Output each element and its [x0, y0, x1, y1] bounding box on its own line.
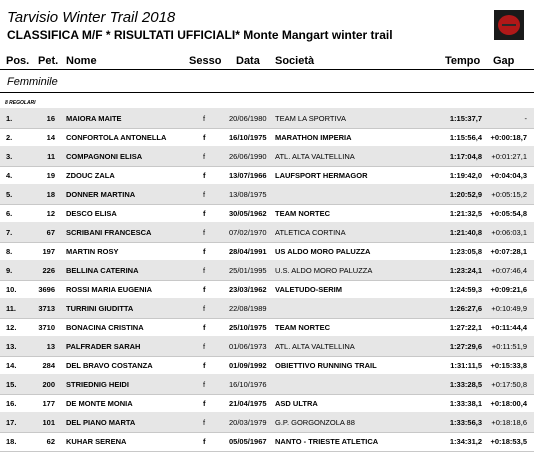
table-row	[0, 336, 534, 357]
row-birthdate: 21/04/1975	[229, 399, 267, 408]
row-time: 1:15:56,4	[449, 133, 482, 142]
row-sex: f	[203, 380, 206, 389]
row-birthdate: 16/10/1975	[229, 133, 267, 142]
row-name: BONACINA CRISTINA	[66, 323, 144, 332]
table-row	[0, 355, 534, 376]
row-time: 1:33:28,5	[449, 380, 482, 389]
row-name: TURRINI GIUDITTA	[66, 304, 134, 313]
row-society: VALETUDO-SERIM	[275, 285, 342, 294]
row-society: MARATHON IMPERIA	[275, 133, 352, 142]
row-gap: +0:06:03,1	[491, 228, 527, 237]
row-society: TEAM NORTEC	[275, 323, 330, 332]
row-sex: f	[203, 418, 206, 427]
row-bib: 200	[42, 380, 55, 389]
row-bib: 19	[46, 171, 55, 180]
row-sex: f	[203, 399, 206, 408]
col-society: Società	[275, 55, 315, 67]
table-row	[0, 241, 534, 262]
table-row	[0, 260, 534, 281]
row-time: 1:24:59,3	[449, 285, 482, 294]
row-bib: 12	[46, 209, 55, 218]
row-position: 7.	[6, 228, 13, 237]
row-position: 17.	[6, 418, 17, 427]
group-label: Femminile	[7, 76, 58, 88]
row-sex: f	[203, 171, 206, 180]
row-bib: 14	[46, 133, 55, 142]
row-bib: 101	[42, 418, 55, 427]
table-row	[0, 222, 534, 243]
row-time: 1:27:22,1	[449, 323, 482, 332]
row-birthdate: 28/04/1991	[229, 247, 267, 256]
row-birthdate: 25/01/1995	[229, 266, 267, 275]
col-pet: Pet.	[38, 55, 59, 67]
row-name: ZDOUC ZALA	[66, 171, 115, 180]
col-time: Tempo	[445, 55, 481, 67]
row-society: LAUFSPORT HERMAGOR	[275, 171, 368, 180]
row-society: US ALDO MORO PALUZZA	[275, 247, 371, 256]
table-row	[0, 165, 534, 186]
row-birthdate: 05/05/1967	[229, 437, 267, 446]
row-position: 13.	[6, 342, 17, 351]
row-position: 2.	[6, 133, 13, 142]
table-row	[0, 374, 534, 395]
row-position: 5.	[6, 190, 13, 199]
table-row	[0, 184, 534, 205]
row-birthdate: 26/06/1990	[229, 152, 267, 161]
row-position: 4.	[6, 171, 13, 180]
row-bib: 3696	[38, 285, 55, 294]
row-position: 16.	[6, 399, 17, 408]
table-row	[0, 127, 534, 148]
row-position: 8.	[6, 247, 13, 256]
row-sex: f	[203, 209, 206, 218]
row-bib: 284	[42, 361, 55, 370]
row-name: PALFRADER SARAH	[66, 342, 141, 351]
row-birthdate: 23/03/1962	[229, 285, 267, 294]
col-date: Data	[236, 55, 260, 67]
row-birthdate: 07/02/1970	[229, 228, 267, 237]
row-time: 1:23:05,8	[449, 247, 482, 256]
row-time: 1:33:56,3	[449, 418, 482, 427]
row-name: CONFORTOLA ANTONELLA	[66, 133, 167, 142]
row-birthdate: 13/08/1975	[229, 190, 267, 199]
col-pos: Pos.	[6, 55, 30, 67]
row-sex: f	[203, 114, 206, 123]
row-sex: f	[203, 285, 206, 294]
row-gap: +0:15:33,8	[490, 361, 527, 370]
subgroup-label: 8 REGOLARI	[5, 100, 36, 106]
row-name: MAIORA MAITE	[66, 114, 122, 123]
row-sex: f	[203, 228, 206, 237]
row-name: ROSSI MARIA EUGENIA	[66, 285, 152, 294]
row-society: ASD ULTRA	[275, 399, 318, 408]
row-gap: +0:10:49,9	[491, 304, 527, 313]
col-gap: Gap	[493, 55, 515, 67]
row-sex: f	[203, 133, 206, 142]
row-bib: 226	[42, 266, 55, 275]
row-position: 18.	[6, 437, 17, 446]
table-header	[0, 52, 534, 70]
row-sex: f	[203, 342, 206, 351]
row-birthdate: 16/10/1976	[229, 380, 267, 389]
row-gap: +0:17:50,8	[491, 380, 527, 389]
row-gap: +0:00:18,7	[490, 133, 527, 142]
row-position: 3.	[6, 152, 13, 161]
row-bib: 62	[46, 437, 55, 446]
row-position: 9.	[6, 266, 13, 275]
table-row	[0, 203, 534, 224]
row-bib: 3713	[38, 304, 55, 313]
row-society: ATL. ALTA VALTELLINA	[275, 342, 355, 351]
row-time: 1:21:40,8	[449, 228, 482, 237]
col-name: Nome	[66, 55, 97, 67]
row-society: U.S. ALDO MORO PALUZZA	[275, 266, 373, 275]
row-bib: 67	[46, 228, 55, 237]
row-society: TEAM LA SPORTIVA	[275, 114, 346, 123]
row-gap: +0:18:18,6	[491, 418, 527, 427]
row-birthdate: 30/05/1962	[229, 209, 267, 218]
table-row	[0, 317, 534, 338]
row-time: 1:26:27,6	[449, 304, 482, 313]
header-divider	[0, 69, 534, 70]
row-position: 10.	[6, 285, 17, 294]
row-birthdate: 25/10/1975	[229, 323, 267, 332]
row-name: DEL PIANO MARTA	[66, 418, 136, 427]
table-row	[0, 146, 534, 167]
row-sex: f	[203, 304, 206, 313]
row-bib: 16	[46, 114, 55, 123]
row-gap: +0:18:00,4	[490, 399, 527, 408]
race-logo-icon	[494, 10, 524, 40]
row-gap: +0:11:44,4	[490, 323, 527, 332]
row-name: COMPAGNONI ELISA	[66, 152, 143, 161]
row-sex: f	[203, 323, 206, 332]
row-gap: +0:05:54,8	[490, 209, 527, 218]
group-divider	[0, 92, 534, 93]
event-title: Tarvisio Winter Trail 2018	[7, 9, 176, 26]
row-time: 1:27:29,6	[449, 342, 482, 351]
row-bib: 11	[47, 152, 55, 161]
row-bib: 177	[42, 399, 55, 408]
table-row	[0, 412, 534, 433]
row-birthdate: 13/07/1966	[229, 171, 267, 180]
row-time: 1:23:24,1	[449, 266, 482, 275]
row-gap: +0:11:51,9	[491, 342, 527, 351]
row-name: KUHAR SERENA	[66, 437, 127, 446]
row-sex: f	[203, 247, 206, 256]
row-gap: +0:07:28,1	[490, 247, 527, 256]
row-birthdate: 22/08/1989	[229, 304, 267, 313]
row-position: 15.	[6, 380, 17, 389]
row-gap: +0:04:04,3	[490, 171, 527, 180]
row-time: 1:15:37,7	[449, 114, 482, 123]
row-name: DE MONTE MONIA	[66, 399, 133, 408]
row-gap: +0:09:21,6	[490, 285, 527, 294]
row-society: TEAM NORTEC	[275, 209, 330, 218]
row-society: OBIETTIVO RUNNING TRAIL	[275, 361, 377, 370]
row-society: ATLETICA CORTINA	[275, 228, 346, 237]
row-position: 11.	[6, 304, 17, 313]
row-time: 1:17:04,8	[449, 152, 482, 161]
table-row	[0, 108, 534, 129]
row-gap: +0:18:53,5	[490, 437, 527, 446]
row-society: G.P. GORGONZOLA 88	[275, 418, 355, 427]
row-name: MARTIN ROSY	[66, 247, 119, 256]
row-sex: f	[203, 190, 206, 199]
row-position: 6.	[6, 209, 13, 218]
row-bib: 18	[46, 190, 55, 199]
row-time: 1:21:32,5	[449, 209, 482, 218]
row-sex: f	[203, 266, 206, 275]
row-name: STRIEDNIG HEIDI	[66, 380, 129, 389]
row-birthdate: 01/09/1992	[229, 361, 267, 370]
row-bib: 3710	[38, 323, 55, 332]
row-name: DONNER MARTINA	[66, 190, 136, 199]
row-time: 1:34:31,2	[449, 437, 482, 446]
row-position: 12.	[6, 323, 17, 332]
results-subtitle: CLASSIFICA M/F * RISULTATI UFFICIALI* Monte Mangart winter trail	[7, 28, 393, 42]
row-gap: -	[524, 114, 527, 123]
row-society: NANTO - TRIESTE ATLETICA	[275, 437, 379, 446]
row-birthdate: 01/06/1973	[229, 342, 267, 351]
row-birthdate: 20/03/1979	[229, 418, 267, 427]
row-society: ATL. ALTA VALTELLINA	[275, 152, 355, 161]
row-position: 14.	[6, 361, 17, 370]
table-row	[0, 431, 534, 452]
table-row	[0, 393, 534, 414]
row-sex: f	[203, 152, 206, 161]
row-gap: +0:07:46,4	[491, 266, 527, 275]
row-sex: f	[203, 361, 206, 370]
col-sex: Sesso	[189, 55, 222, 67]
row-bib: 197	[42, 247, 55, 256]
row-time: 1:33:38,1	[449, 399, 482, 408]
row-bib: 13	[46, 342, 55, 351]
table-row	[0, 279, 534, 300]
row-name: DEL BRAVO COSTANZA	[66, 361, 153, 370]
row-name: DESCO ELISA	[66, 209, 117, 218]
row-birthdate: 20/06/1980	[229, 114, 267, 123]
row-name: SCRIBANI FRANCESCA	[66, 228, 152, 237]
row-time: 1:20:52,9	[449, 190, 482, 199]
row-gap: +0:05:15,2	[491, 190, 527, 199]
row-gap: +0:01:27,1	[491, 152, 527, 161]
row-time: 1:19:42,0	[449, 171, 482, 180]
row-sex: f	[203, 437, 206, 446]
row-position: 1.	[6, 114, 13, 123]
row-name: BELLINA CATERINA	[66, 266, 139, 275]
table-row	[0, 298, 534, 319]
row-time: 1:31:11,5	[450, 361, 482, 370]
